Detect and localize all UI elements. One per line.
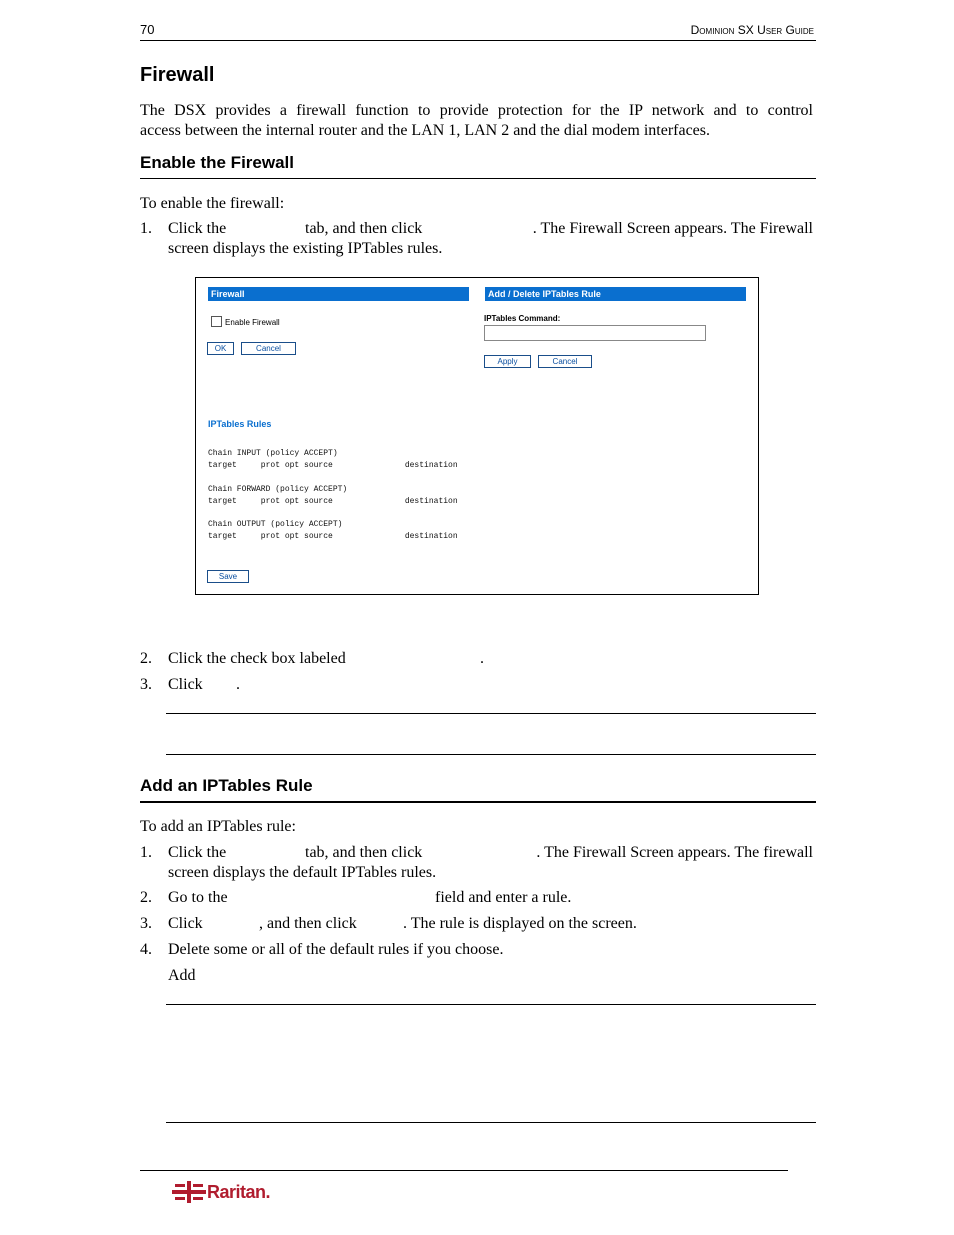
add-step2-part2: field and enter a rule. — [435, 889, 572, 906]
enable-heading: Enable the Firewall — [140, 153, 294, 172]
chain-output: Chain OUTPUT (policy ACCEPT) — [208, 520, 343, 529]
enable-step1-number: 1. — [140, 220, 152, 237]
iptables-panel-title: Add / Delete IPTables Rule — [485, 287, 746, 301]
add-step2-part1: Go to the — [168, 889, 228, 906]
add-step1-line2: screen displays the default IPTables rules. — [168, 864, 437, 881]
firewall-heading: Firewall — [140, 64, 215, 86]
enable-step2-tail: . — [480, 650, 484, 667]
chain-forward: Chain FORWARD (policy ACCEPT) — [208, 485, 348, 494]
enable-firewall-checkbox[interactable] — [211, 316, 222, 327]
add-step1-part2: tab, and then click — [305, 844, 423, 861]
add-lead: To add an IPTables rule: — [140, 818, 296, 835]
enable-step1-part3: . The Firewall Screen appears. The Firewall — [532, 220, 813, 237]
footer-rule — [140, 1170, 788, 1171]
guide-title: Dominion SX User Guide — [690, 23, 814, 37]
add-step3-part2: , and then click — [259, 915, 357, 932]
firewall-intro-line2: access between the internal router and the LAN 1, LAN 2 and the dial modem interfaces. — [140, 122, 711, 139]
ok-button[interactable]: OK — [207, 342, 234, 355]
enable-heading-rule — [140, 178, 816, 179]
firewall-screenshot — [195, 277, 759, 595]
enable-step1-part2: tab, and then click — [305, 220, 423, 237]
save-button[interactable]: Save — [207, 570, 249, 583]
note-rule-bottom — [166, 754, 816, 755]
cancel-rule-button[interactable]: Cancel — [538, 355, 592, 368]
add-step2-number: 2. — [140, 889, 152, 906]
firewall-intro-line1: The DSX provides a firewall function to provide protection for the IP network and to control — [140, 102, 813, 119]
note2-rule-bottom — [166, 1122, 816, 1123]
apply-button[interactable]: Apply — [484, 355, 531, 368]
firewall-panel-title: Firewall — [208, 287, 469, 301]
enable-step3-tail: . — [236, 676, 240, 693]
iptables-command-label: IPTables Command: — [484, 314, 561, 323]
enable-step3-number: 3. — [140, 676, 152, 693]
header-rule — [140, 40, 816, 41]
chain-forward-columns: target prot opt source destination — [208, 497, 458, 506]
add-step1-number: 1. — [140, 844, 152, 861]
iptables-command-input[interactable] — [484, 325, 706, 341]
note2-rule-top — [166, 1004, 816, 1005]
add-step3-part1: Click — [168, 915, 203, 932]
raritan-logo — [172, 1180, 282, 1204]
chain-output-columns: target prot opt source destination — [208, 532, 458, 541]
enable-firewall-label: Enable Firewall — [225, 318, 280, 327]
enable-lead: To enable the firewall: — [140, 195, 285, 212]
add-step4-number: 4. — [140, 941, 152, 958]
add-step1-part3: . The Firewall Screen appears. The firewall — [536, 844, 813, 861]
add-text: Add — [168, 967, 196, 984]
enable-step3-text: Click — [168, 676, 203, 693]
page-number: 70 — [140, 22, 155, 37]
raritan-logo-icon — [172, 1180, 206, 1204]
add-step3-number: 3. — [140, 915, 152, 932]
add-rule-heading-rule — [140, 801, 816, 803]
enable-step2-number: 2. — [140, 650, 152, 667]
chain-input: Chain INPUT (policy ACCEPT) — [208, 449, 338, 458]
add-step1-part1: Click the — [168, 844, 227, 861]
enable-step1-part1: Click the — [168, 220, 227, 237]
enable-step1-line2: screen displays the existing IPTables rules. — [168, 240, 443, 257]
iptables-rules-heading: IPTables Rules — [208, 419, 272, 429]
note-rule-top — [166, 713, 816, 714]
add-step3-part3: . The rule is displayed on the screen. — [403, 915, 637, 932]
chain-input-columns: target prot opt source destination — [208, 461, 458, 470]
cancel-button[interactable]: Cancel — [241, 342, 296, 355]
enable-step2-text: Click the check box labeled — [168, 650, 346, 667]
raritan-brand-text: Raritan. — [207, 1182, 271, 1202]
add-step4-text: Delete some or all of the default rules if you choose. — [168, 941, 504, 958]
add-rule-heading: Add an IPTables Rule — [140, 776, 313, 795]
